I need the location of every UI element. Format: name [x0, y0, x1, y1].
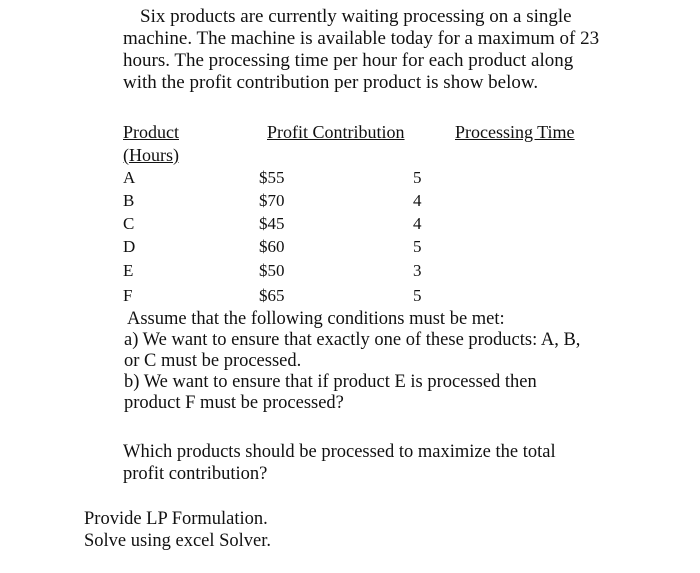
product-time: 3 [413, 261, 422, 280]
product-name: C [123, 214, 135, 233]
product-profit: $55 [259, 168, 285, 187]
product-profit: $50 [259, 261, 285, 280]
condition-line: b) We want to ensure that if product E is processed then [124, 372, 537, 392]
product-time: 5 [413, 168, 422, 187]
question [123, 441, 643, 485]
condition-line: Assume that the following conditions must be met: [127, 309, 505, 329]
intro-line: Six products are currently waiting processing on a single [140, 6, 572, 27]
header-hours: (Hours) [123, 145, 179, 165]
task-line: Solve using excel Solver. [84, 531, 272, 551]
table-row [0, 212, 700, 235]
header-product: Product [123, 122, 179, 142]
question-line: profit contribution? [123, 464, 268, 484]
product-profit: $60 [259, 237, 285, 256]
question-line: Which products should be processed to maximize the total [123, 442, 556, 462]
table-row [0, 235, 700, 258]
product-profit: $65 [259, 286, 285, 305]
product-time: 5 [413, 237, 422, 256]
task-line: Provide LP Formulation. [84, 509, 268, 529]
intro-line: with the profit contribution per product is show below. [123, 72, 539, 93]
intro-line: hours. The processing time per hour for each product along [123, 50, 574, 71]
table-row [0, 166, 700, 189]
product-time: 5 [413, 286, 422, 305]
header-profit-contribution: Profit Contribution [267, 122, 405, 142]
product-name: F [123, 286, 133, 305]
table-row [0, 284, 700, 307]
problem-intro [123, 6, 643, 94]
product-profit: $45 [259, 214, 285, 233]
intro-line: machine. The machine is available today for a maximum of 23 [123, 28, 600, 49]
header-processing-time: Processing Time [455, 122, 575, 142]
product-name: B [123, 191, 135, 210]
conditions [124, 309, 644, 414]
product-time: 4 [413, 214, 422, 233]
product-profit: $70 [259, 191, 285, 210]
product-name: D [123, 237, 136, 256]
condition-line: or C must be processed. [124, 351, 302, 371]
product-time: 4 [413, 191, 422, 210]
table-row [0, 189, 700, 212]
table-row [0, 259, 700, 282]
condition-line: product F must be processed? [124, 393, 344, 413]
condition-line: a) We want to ensure that exactly one of these products: A, B, [124, 330, 581, 350]
task-instructions [84, 508, 484, 552]
product-name: E [123, 261, 134, 280]
product-name: A [123, 168, 136, 187]
